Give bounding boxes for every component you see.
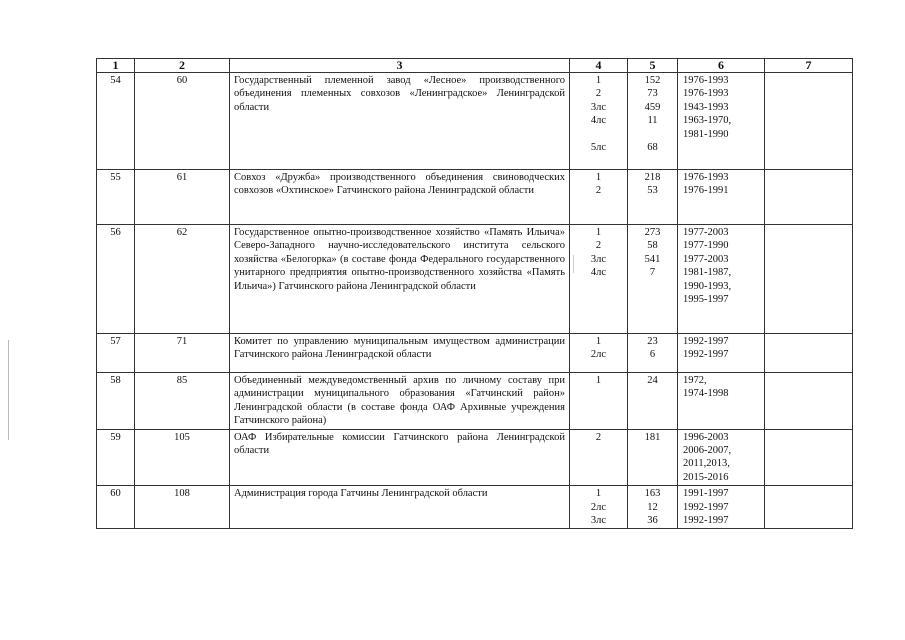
years-line: 1992-1997	[683, 515, 729, 527]
years-line: 1995-1997	[683, 294, 729, 306]
table-body	[97, 73, 853, 529]
column-header: 7	[765, 59, 853, 73]
count-cell	[628, 225, 678, 334]
fund-number-cell: 85	[135, 373, 230, 430]
count-line: 24	[647, 375, 658, 386]
row-number-cell: 54	[97, 73, 135, 170]
inventory-line: 2лс	[590, 349, 607, 361]
years-line: 1981-1990	[683, 128, 729, 140]
years-line: 2015-2016	[683, 471, 729, 483]
table-row	[97, 429, 853, 486]
notes-cell	[765, 225, 853, 334]
years-line: 1996-2003	[683, 431, 729, 443]
years-cell	[678, 429, 765, 486]
inventory-line	[574, 128, 623, 141]
years-line: 1943-1993	[683, 101, 729, 113]
fund-number-cell: 105	[135, 429, 230, 486]
fund-number-cell: 71	[135, 334, 230, 373]
inventory-line: 4лс	[590, 115, 607, 127]
count-cell	[628, 373, 678, 430]
count-line: 218	[644, 172, 661, 183]
fund-name-cell: Комитет по управлению муниципальным имуществом администрации Гатчинского района Ленинградской области	[230, 334, 570, 373]
column-header: 6	[678, 59, 765, 73]
inventory-cell	[570, 334, 628, 373]
inventory-line: 2	[595, 185, 602, 197]
inventory-line: 2лс	[590, 501, 607, 513]
years-cell	[678, 73, 765, 170]
fund-name-cell: Государственный племенной завод «Лесное» производственного объединения племенных совхозов «Ленинградское» Ленинградской области	[230, 73, 570, 170]
years-line: 1977-2003	[683, 253, 729, 265]
inventory-line: 1	[595, 75, 602, 86]
count-line: 53	[647, 185, 658, 197]
count-line: 181	[644, 431, 661, 443]
years-line: 2011,2013,	[683, 458, 730, 470]
fund-name-cell: Администрация города Гатчины Ленинградской области	[230, 486, 570, 529]
years-cell	[678, 225, 765, 334]
fund-name-cell: ОАФ Избирательные комиссии Гатчинского района Ленинградской области	[230, 429, 570, 486]
years-line: 1992-1997	[683, 501, 729, 513]
inventory-cell	[570, 486, 628, 529]
inventory-line: 2	[595, 431, 602, 443]
count-line: 7	[649, 267, 656, 279]
row-number-cell: 55	[97, 170, 135, 225]
years-line: 1977-1990	[683, 240, 729, 252]
notes-cell	[765, 170, 853, 225]
count-cell	[628, 486, 678, 529]
row-number-cell: 58	[97, 373, 135, 430]
count-line: 152	[644, 75, 661, 86]
count-cell	[628, 334, 678, 373]
fund-name-cell: Государственное опытно-производственное хозяйство «Память Ильича» Северо-Западного научно-исследовательского института сельского хозяйства «Белогорка» (в составе фонда Федерального государственного унитарного предприятия опытно-производственного хозяйства «Память Ильича») Гатчинского района Ленинградской области	[230, 225, 570, 334]
fund-name-cell: Совхоз «Дружба» производственного объединения свиноводческих совхозов «Охтинское» Гатчинского района Ленинградской области	[230, 170, 570, 225]
row-number-cell: 60	[97, 486, 135, 529]
fund-number-cell: 60	[135, 73, 230, 170]
years-line: 1976-1993	[683, 88, 729, 100]
count-line: 459	[644, 101, 661, 113]
count-cell	[628, 429, 678, 486]
years-cell	[678, 334, 765, 373]
years-cell	[678, 373, 765, 430]
row-number-cell: 59	[97, 429, 135, 486]
years-line: 2006-2007,	[683, 445, 732, 457]
column-header: 1	[97, 59, 135, 73]
notes-cell	[765, 373, 853, 430]
count-line: 11	[647, 115, 658, 127]
years-cell	[678, 486, 765, 529]
fund-number-cell: 62	[135, 225, 230, 334]
years-line: 1976-1991	[683, 185, 729, 197]
column-header: 5	[628, 59, 678, 73]
table-row	[97, 225, 853, 334]
row-number-cell: 56	[97, 225, 135, 334]
table-row	[97, 170, 853, 225]
inventory-cell	[570, 170, 628, 225]
archive-fund-table	[96, 58, 853, 529]
count-line: 541	[644, 253, 661, 265]
notes-cell	[765, 334, 853, 373]
inventory-line: 4лс	[590, 267, 607, 279]
years-line: 1992-1997	[683, 349, 729, 361]
years-line: 1974-1998	[683, 388, 729, 400]
notes-cell	[765, 486, 853, 529]
years-line: 1990-1993,	[683, 280, 732, 292]
inventory-line: 3лс	[590, 253, 607, 265]
table-row	[97, 73, 853, 170]
count-line: 68	[647, 142, 658, 154]
inventory-cell	[570, 225, 628, 334]
inventory-line: 1	[595, 227, 602, 238]
inventory-line: 1	[595, 336, 602, 347]
inventory-line: 2	[595, 88, 602, 100]
count-line: 12	[647, 501, 658, 513]
years-cell	[678, 170, 765, 225]
column-header: 4	[570, 59, 628, 73]
count-line	[632, 128, 673, 141]
inventory-line: 1	[595, 172, 602, 183]
column-header: 2	[135, 59, 230, 73]
scan-artifact-line	[8, 340, 9, 440]
count-cell	[628, 170, 678, 225]
years-line: 1963-1970,	[683, 115, 732, 127]
inventory-line: 5лс	[590, 142, 607, 154]
inventory-line: 3лс	[590, 101, 607, 113]
count-line: 73	[647, 88, 658, 100]
count-line: 36	[647, 515, 658, 527]
years-line: 1972,	[683, 375, 707, 386]
fund-number-cell: 61	[135, 170, 230, 225]
count-line: 23	[647, 336, 658, 347]
count-line: 163	[644, 488, 661, 500]
inventory-cell	[570, 373, 628, 430]
inventory-line: 1	[595, 375, 602, 386]
inventory-cell	[570, 429, 628, 486]
count-line: 6	[649, 349, 656, 361]
count-cell	[628, 73, 678, 170]
count-line: 273	[644, 227, 661, 238]
table-row	[97, 486, 853, 529]
years-line: 1976-1993	[683, 75, 729, 86]
table-header-row	[97, 59, 853, 73]
row-number-cell: 57	[97, 334, 135, 373]
years-line: 1976-1993	[683, 172, 729, 183]
column-header: 3	[230, 59, 570, 73]
inventory-cell	[570, 73, 628, 170]
years-line: 1991-1997	[683, 488, 729, 500]
years-line: 1977-2003	[683, 227, 729, 238]
inventory-line: 2	[595, 240, 602, 252]
table-row	[97, 334, 853, 373]
years-line: 1981-1987,	[683, 267, 732, 279]
table-row	[97, 373, 853, 430]
years-line: 1992-1997	[683, 336, 729, 347]
fund-name-cell: Объединенный междуведомственный архив по личному составу при администрации муниципального образования «Гатчинский район» Ленинградской области (в составе фонда ОАФ Архивные учреждения Гатчинского района)	[230, 373, 570, 430]
notes-cell	[765, 73, 853, 170]
count-line: 58	[647, 240, 658, 252]
inventory-line: 1	[595, 488, 602, 500]
fund-number-cell: 108	[135, 486, 230, 529]
inventory-line: 3лс	[590, 515, 607, 527]
notes-cell	[765, 429, 853, 486]
